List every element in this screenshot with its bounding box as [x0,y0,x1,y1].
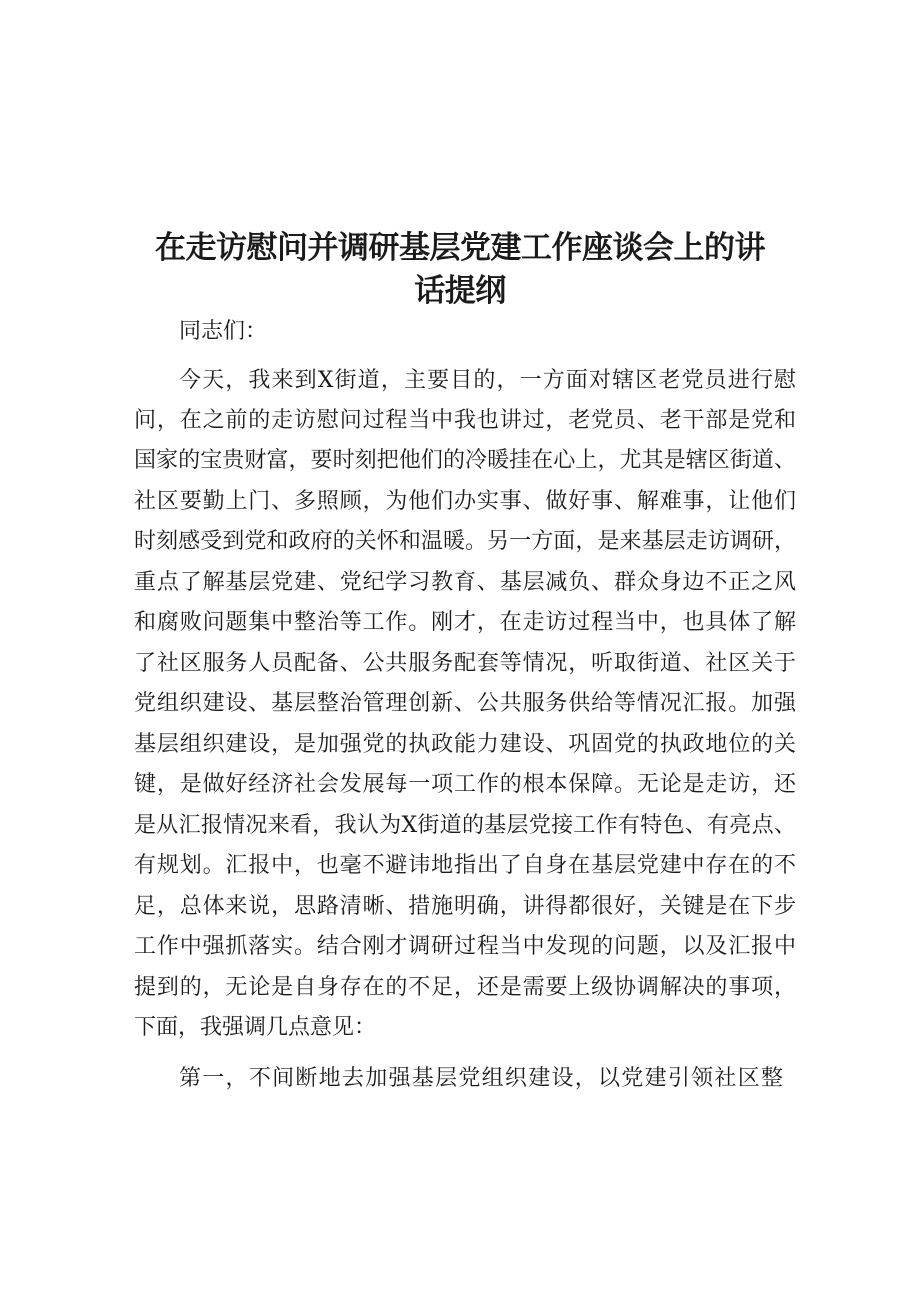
paragraph-1-line: 基层组织建设，是加强党的执政能力建设、巩固党的执政地位的关 [134,732,796,757]
paragraph-1-line: 国家的宝贵财富，要时刻把他们的冷暖挂在心上，尤其是辖区街道、 [134,448,796,473]
paragraph-1-line: 工作中强抓落实。结合刚才调研过程当中发现的问题，以及汇报中 [134,934,796,959]
paragraph-1-line: 问，在之前的走访慰问过程当中我也讲过，老党员、老干部是党和 [134,408,796,433]
document-title-line-1: 在走访慰问并调研基层党建工作座谈会上的讲 [155,230,765,266]
paragraph-1-line: 键，是做好经济社会发展每一项工作的根本保障。无论是走访，还 [134,772,796,797]
document-title-line-2: 话提纲 [414,273,506,309]
paragraph-1-line: 是从汇报情况来看，我认为X街道的基层党接工作有特色、有亮点、 [134,813,796,838]
paragraph-1-line: 有规划。汇报中，也毫不避讳地指出了自身在基层党建中存在的不 [134,853,796,878]
paragraph-1-line: 足，总体来说，思路清晰、措施明确，讲得都很好，关键是在下步 [134,894,796,919]
paragraph-1-line: 提到的，无论是自身存在的不足，还是需要上级协调解决的事项， [134,975,796,1000]
paragraph-2-line: 第一，不间断地去加强基层党组织建设，以党建引领社区整 [179,1066,783,1091]
salutation: 同志们： [179,319,268,344]
paragraph-1-line: 社区要勤上门、多照顾，为他们办实事、做好事、解难事，让他们 [134,489,796,514]
paragraph-1-line: 今天，我来到X街道，主要目的，一方面对辖区老党员进行慰 [179,368,796,393]
paragraph-1-line: 时刻感受到党和政府的关怀和温暖。另一方面，是来基层走访调研， [134,529,796,554]
paragraph-1-line: 党组织建设、基层整治管理创新、公共服务供给等情况汇报。加强 [134,691,796,716]
paragraph-1-line: 重点了解基层党建、党纪学习教育、基层减负、群众身边不正之风 [134,570,796,595]
paragraph-1-line: 和腐败问题集中整治等工作。刚才，在走访过程当中，也具体了解 [134,610,796,635]
paragraph-1-line: 了社区服务人员配备、公共服务配套等情况，听取街道、社区关于 [134,651,796,676]
paragraph-1-line: 下面，我强调几点意见： [134,1015,377,1040]
